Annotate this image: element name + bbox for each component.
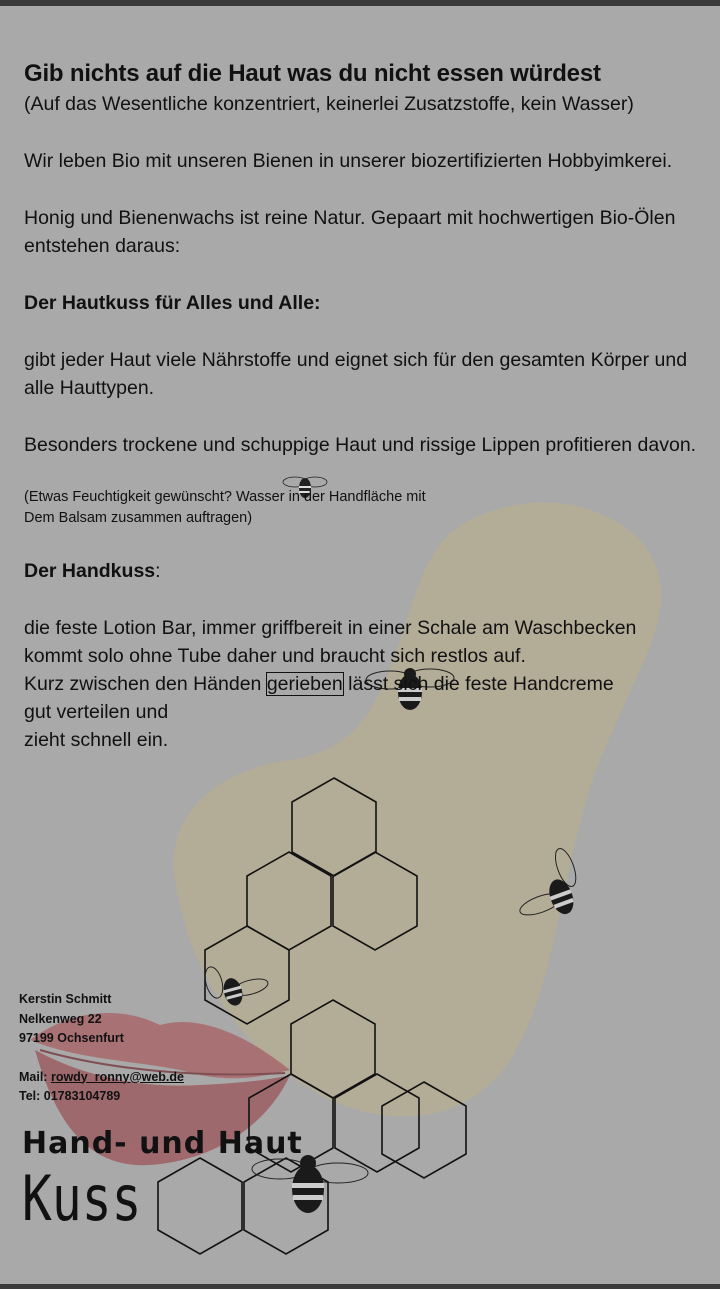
handkuss-colon: :: [155, 560, 161, 582]
contact-mail-line: [19, 1068, 184, 1088]
nature-text: Honig und Bienenwachs ist reine Natur. Gepaart mit hochwertigen Bio-Ölen entstehen daraus:: [24, 207, 676, 257]
contact-tel: Tel: 01783104789: [19, 1089, 121, 1103]
handkuss-heading-line: [24, 557, 704, 585]
rubbed-word: gerieben: [266, 673, 343, 695]
handkuss-heading: Der Handkuss: [24, 560, 156, 582]
moisture-note-line-2: Dem Balsam zusammen auftragen): [24, 510, 253, 526]
absorb-text: zieht schnell ein.: [24, 729, 169, 751]
rub-text: [24, 670, 704, 698]
rub-text-pre: Kurz zwischen den Händen: [24, 673, 267, 695]
lotion-text: die feste Lotion Bar, immer griffbereit in einer Schale am Waschbecken kommt solo ohne Tube daher und braucht sich restlos auf.: [24, 617, 637, 667]
brand-line-1: Hand- und Haut: [22, 1126, 303, 1161]
bee-5: [252, 1155, 368, 1213]
contact-block: [19, 990, 184, 1107]
moisture-note-line-1: (Etwas Feuchtigkeit gewünscht? Wasser in der Handfläche mit: [24, 489, 426, 505]
mail-label: Mail:: [19, 1069, 51, 1084]
hautkuss-heading: Der Hautkuss für Alles und Alle:: [24, 292, 321, 314]
mail-link[interactable]: rowdy_ronny@web.de: [50, 1069, 184, 1084]
rub-text-post: lässt sich die feste Handcreme: [342, 673, 614, 695]
contact-street: Nelkenweg 22: [19, 1011, 102, 1026]
hautkuss-text: gibt jeder Haut viele Nährstoffe und eignet sich für den gesamten Körper und alle Hauttypen.: [24, 349, 688, 399]
flyer-content: [24, 58, 704, 754]
dry-skin-text: Besonders trockene und schuppige Haut und rissige Lippen profitieren davon.: [24, 434, 697, 456]
bio-text: Wir leben Bio mit unseren Bienen in unserer biozertifizierten Hobbyimkerei.: [24, 150, 673, 172]
contact-city: 97199 Ochsenfurt: [19, 1031, 124, 1045]
intro-text: (Auf das Wesentliche konzentriert, keinerlei Zusatzstoffe, kein Wasser): [24, 93, 634, 115]
bottom-border: [0, 1284, 720, 1289]
contact-name: Kerstin Schmitt: [19, 992, 112, 1006]
spread-text: gut verteilen und: [24, 701, 169, 723]
main-title: Gib nichts auf die Haut was du nicht essen würdest: [24, 60, 601, 87]
brand-line-2: Kuss: [22, 1162, 142, 1235]
